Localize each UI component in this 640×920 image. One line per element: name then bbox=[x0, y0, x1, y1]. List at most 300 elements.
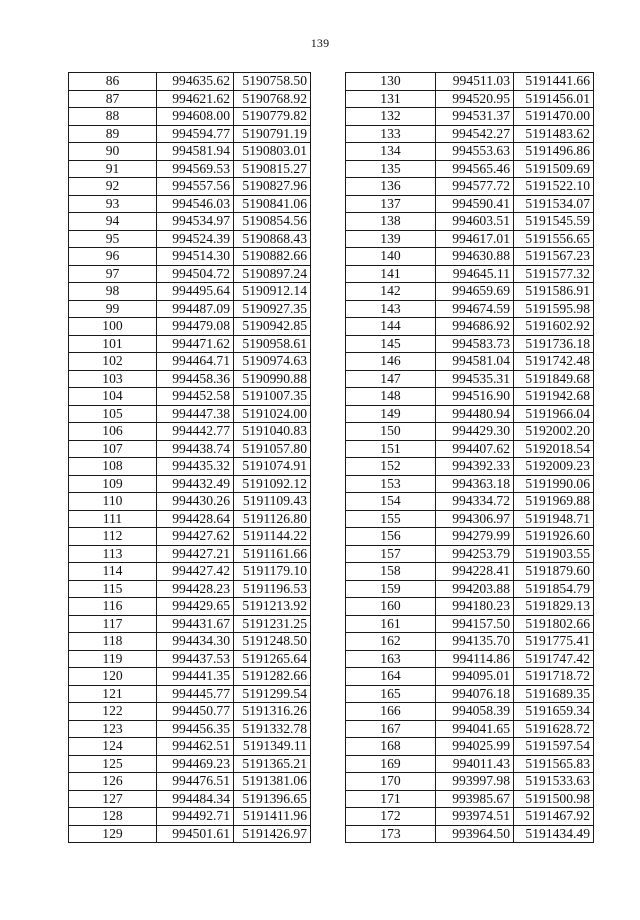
table-row bbox=[346, 545, 594, 563]
y-coordinate-cell: 5191196.53 bbox=[234, 580, 311, 598]
point-number-cell: 134 bbox=[346, 143, 436, 161]
point-number-cell: 144 bbox=[346, 318, 436, 336]
page-number: 139 bbox=[310, 36, 330, 50]
y-coordinate-cell: 5191990.06 bbox=[514, 475, 594, 493]
table-row bbox=[69, 108, 311, 126]
table-row bbox=[346, 493, 594, 511]
table-row bbox=[346, 580, 594, 598]
table-row bbox=[346, 318, 594, 336]
point-number-cell: 97 bbox=[69, 265, 157, 283]
x-coordinate-cell: 994645.11 bbox=[436, 265, 514, 283]
point-number-cell: 168 bbox=[346, 738, 436, 756]
x-coordinate-cell: 994041.65 bbox=[436, 720, 514, 738]
x-coordinate-cell: 994479.08 bbox=[157, 318, 234, 336]
y-coordinate-cell: 5191747.42 bbox=[514, 650, 594, 668]
table-row bbox=[69, 388, 311, 406]
x-coordinate-cell: 994674.59 bbox=[436, 300, 514, 318]
table-row bbox=[69, 528, 311, 546]
table-row bbox=[346, 703, 594, 721]
table-row bbox=[346, 738, 594, 756]
y-coordinate-cell: 5190758.50 bbox=[234, 73, 311, 91]
table-row bbox=[69, 598, 311, 616]
y-coordinate-cell: 5191966.04 bbox=[514, 405, 594, 423]
point-number-cell: 88 bbox=[69, 108, 157, 126]
point-number-cell: 107 bbox=[69, 440, 157, 458]
y-coordinate-cell: 5191144.22 bbox=[234, 528, 311, 546]
point-number-cell: 142 bbox=[346, 283, 436, 301]
table-row bbox=[69, 738, 311, 756]
y-coordinate-cell: 5191109.43 bbox=[234, 493, 311, 511]
point-number-cell: 131 bbox=[346, 90, 436, 108]
x-coordinate-cell: 994487.09 bbox=[157, 300, 234, 318]
table-row bbox=[69, 615, 311, 633]
y-coordinate-cell: 5190897.24 bbox=[234, 265, 311, 283]
y-coordinate-cell: 5191595.98 bbox=[514, 300, 594, 318]
x-coordinate-cell: 994135.70 bbox=[436, 633, 514, 651]
table-row bbox=[69, 458, 311, 476]
point-number-cell: 132 bbox=[346, 108, 436, 126]
table-row bbox=[346, 90, 594, 108]
x-coordinate-cell: 994437.53 bbox=[157, 650, 234, 668]
x-coordinate-cell: 994520.95 bbox=[436, 90, 514, 108]
table-row bbox=[346, 370, 594, 388]
table-row bbox=[69, 423, 311, 441]
y-coordinate-cell: 5191534.07 bbox=[514, 195, 594, 213]
table-row bbox=[346, 230, 594, 248]
point-number-cell: 111 bbox=[69, 510, 157, 528]
x-coordinate-cell: 993985.67 bbox=[436, 790, 514, 808]
y-coordinate-cell: 5191509.69 bbox=[514, 160, 594, 178]
x-coordinate-cell: 994542.27 bbox=[436, 125, 514, 143]
point-number-cell: 89 bbox=[69, 125, 157, 143]
y-coordinate-cell: 5191040.83 bbox=[234, 423, 311, 441]
y-coordinate-cell: 5191213.92 bbox=[234, 598, 311, 616]
x-coordinate-cell: 994157.50 bbox=[436, 615, 514, 633]
y-coordinate-cell: 5191282.66 bbox=[234, 668, 311, 686]
table-row bbox=[69, 825, 311, 843]
table-row bbox=[346, 790, 594, 808]
x-coordinate-cell: 994432.49 bbox=[157, 475, 234, 493]
table-row bbox=[69, 370, 311, 388]
x-coordinate-cell: 994025.99 bbox=[436, 738, 514, 756]
y-coordinate-cell: 5191179.10 bbox=[234, 563, 311, 581]
point-number-cell: 160 bbox=[346, 598, 436, 616]
table-row bbox=[69, 73, 311, 91]
y-coordinate-cell: 5191332.78 bbox=[234, 720, 311, 738]
point-number-cell: 158 bbox=[346, 563, 436, 581]
table-row bbox=[346, 405, 594, 423]
x-coordinate-cell: 994501.61 bbox=[157, 825, 234, 843]
x-coordinate-cell: 993964.50 bbox=[436, 825, 514, 843]
x-coordinate-cell: 994617.01 bbox=[436, 230, 514, 248]
y-coordinate-cell: 5191829.13 bbox=[514, 598, 594, 616]
table-row bbox=[69, 510, 311, 528]
point-number-cell: 172 bbox=[346, 808, 436, 826]
y-coordinate-cell: 5191299.54 bbox=[234, 685, 311, 703]
point-number-cell: 136 bbox=[346, 178, 436, 196]
x-coordinate-cell: 994431.67 bbox=[157, 615, 234, 633]
y-coordinate-cell: 5190791.19 bbox=[234, 125, 311, 143]
point-number-cell: 87 bbox=[69, 90, 157, 108]
x-coordinate-cell: 994583.73 bbox=[436, 335, 514, 353]
point-number-cell: 146 bbox=[346, 353, 436, 371]
point-number-cell: 130 bbox=[346, 73, 436, 91]
y-coordinate-cell: 5190854.56 bbox=[234, 213, 311, 231]
coordinates-table-right bbox=[345, 72, 594, 843]
table-row bbox=[69, 160, 311, 178]
y-coordinate-cell: 5191926.60 bbox=[514, 528, 594, 546]
x-coordinate-cell: 994484.34 bbox=[157, 790, 234, 808]
point-number-cell: 90 bbox=[69, 143, 157, 161]
table-row bbox=[69, 563, 311, 581]
point-number-cell: 141 bbox=[346, 265, 436, 283]
table-row bbox=[69, 353, 311, 371]
x-coordinate-cell: 994429.65 bbox=[157, 598, 234, 616]
table-row bbox=[346, 248, 594, 266]
point-number-cell: 157 bbox=[346, 545, 436, 563]
point-number-cell: 94 bbox=[69, 213, 157, 231]
y-coordinate-cell: 5191556.65 bbox=[514, 230, 594, 248]
x-coordinate-cell: 994076.18 bbox=[436, 685, 514, 703]
point-number-cell: 115 bbox=[69, 580, 157, 598]
point-number-cell: 125 bbox=[69, 755, 157, 773]
y-coordinate-cell: 5192009.23 bbox=[514, 458, 594, 476]
table-row bbox=[346, 773, 594, 791]
y-coordinate-cell: 5191586.91 bbox=[514, 283, 594, 301]
table-row bbox=[69, 685, 311, 703]
table-row bbox=[69, 440, 311, 458]
x-coordinate-cell: 994516.90 bbox=[436, 388, 514, 406]
table-row bbox=[69, 773, 311, 791]
x-coordinate-cell: 994058.39 bbox=[436, 703, 514, 721]
y-coordinate-cell: 5190779.82 bbox=[234, 108, 311, 126]
table-row bbox=[69, 493, 311, 511]
x-coordinate-cell: 994581.94 bbox=[157, 143, 234, 161]
y-coordinate-cell: 5191602.92 bbox=[514, 318, 594, 336]
x-coordinate-cell: 994514.30 bbox=[157, 248, 234, 266]
table-row bbox=[346, 125, 594, 143]
y-coordinate-cell: 5191500.98 bbox=[514, 790, 594, 808]
point-number-cell: 145 bbox=[346, 335, 436, 353]
table-row bbox=[346, 528, 594, 546]
y-coordinate-cell: 5190882.66 bbox=[234, 248, 311, 266]
y-coordinate-cell: 5191567.23 bbox=[514, 248, 594, 266]
y-coordinate-cell: 5191126.80 bbox=[234, 510, 311, 528]
y-coordinate-cell: 5191942.68 bbox=[514, 388, 594, 406]
point-number-cell: 139 bbox=[346, 230, 436, 248]
table-row bbox=[69, 720, 311, 738]
y-coordinate-cell: 5191248.50 bbox=[234, 633, 311, 651]
x-coordinate-cell: 994442.77 bbox=[157, 423, 234, 441]
y-coordinate-cell: 5191231.25 bbox=[234, 615, 311, 633]
point-number-cell: 140 bbox=[346, 248, 436, 266]
x-coordinate-cell: 994524.39 bbox=[157, 230, 234, 248]
y-coordinate-cell: 5191381.06 bbox=[234, 773, 311, 791]
x-coordinate-cell: 994441.35 bbox=[157, 668, 234, 686]
table-row bbox=[346, 650, 594, 668]
point-number-cell: 112 bbox=[69, 528, 157, 546]
x-coordinate-cell: 994114.86 bbox=[436, 650, 514, 668]
table-row bbox=[346, 720, 594, 738]
x-coordinate-cell: 994203.88 bbox=[436, 580, 514, 598]
table-row bbox=[69, 265, 311, 283]
y-coordinate-cell: 5191441.66 bbox=[514, 73, 594, 91]
point-number-cell: 106 bbox=[69, 423, 157, 441]
point-number-cell: 159 bbox=[346, 580, 436, 598]
x-coordinate-cell: 994492.71 bbox=[157, 808, 234, 826]
table-row bbox=[69, 178, 311, 196]
point-number-cell: 135 bbox=[346, 160, 436, 178]
point-number-cell: 105 bbox=[69, 405, 157, 423]
table-row bbox=[346, 73, 594, 91]
x-coordinate-cell: 994447.38 bbox=[157, 405, 234, 423]
point-number-cell: 128 bbox=[69, 808, 157, 826]
x-coordinate-cell: 994531.37 bbox=[436, 108, 514, 126]
table-row bbox=[69, 703, 311, 721]
y-coordinate-cell: 5191467.92 bbox=[514, 808, 594, 826]
table-row bbox=[346, 300, 594, 318]
y-coordinate-cell: 5192002.20 bbox=[514, 423, 594, 441]
y-coordinate-cell: 5191265.64 bbox=[234, 650, 311, 668]
point-number-cell: 120 bbox=[69, 668, 157, 686]
point-number-cell: 170 bbox=[346, 773, 436, 791]
table-row bbox=[346, 510, 594, 528]
table-row bbox=[69, 335, 311, 353]
table-row bbox=[69, 405, 311, 423]
x-coordinate-cell: 994253.79 bbox=[436, 545, 514, 563]
x-coordinate-cell: 994428.23 bbox=[157, 580, 234, 598]
table-row bbox=[346, 423, 594, 441]
y-coordinate-cell: 5191522.10 bbox=[514, 178, 594, 196]
x-coordinate-cell: 993974.51 bbox=[436, 808, 514, 826]
point-number-cell: 165 bbox=[346, 685, 436, 703]
x-coordinate-cell: 994180.23 bbox=[436, 598, 514, 616]
x-coordinate-cell: 994458.36 bbox=[157, 370, 234, 388]
x-coordinate-cell: 994546.03 bbox=[157, 195, 234, 213]
y-coordinate-cell: 5191854.79 bbox=[514, 580, 594, 598]
table-row bbox=[346, 440, 594, 458]
table-row bbox=[346, 825, 594, 843]
table-row bbox=[346, 668, 594, 686]
y-coordinate-cell: 5190868.43 bbox=[234, 230, 311, 248]
y-coordinate-cell: 5191365.21 bbox=[234, 755, 311, 773]
point-number-cell: 162 bbox=[346, 633, 436, 651]
table-row bbox=[346, 388, 594, 406]
point-number-cell: 155 bbox=[346, 510, 436, 528]
table-row bbox=[346, 195, 594, 213]
y-coordinate-cell: 5191496.86 bbox=[514, 143, 594, 161]
point-number-cell: 138 bbox=[346, 213, 436, 231]
y-coordinate-cell: 5190912.14 bbox=[234, 283, 311, 301]
point-number-cell: 169 bbox=[346, 755, 436, 773]
point-number-cell: 118 bbox=[69, 633, 157, 651]
table-row bbox=[69, 300, 311, 318]
y-coordinate-cell: 5191879.60 bbox=[514, 563, 594, 581]
point-number-cell: 91 bbox=[69, 160, 157, 178]
point-number-cell: 102 bbox=[69, 353, 157, 371]
table-row bbox=[69, 545, 311, 563]
x-coordinate-cell: 994504.72 bbox=[157, 265, 234, 283]
x-coordinate-cell: 994428.64 bbox=[157, 510, 234, 528]
y-coordinate-cell: 5191849.68 bbox=[514, 370, 594, 388]
point-number-cell: 161 bbox=[346, 615, 436, 633]
point-number-cell: 167 bbox=[346, 720, 436, 738]
x-coordinate-cell: 994577.72 bbox=[436, 178, 514, 196]
y-coordinate-cell: 5191969.88 bbox=[514, 493, 594, 511]
x-coordinate-cell: 994581.04 bbox=[436, 353, 514, 371]
x-coordinate-cell: 994462.51 bbox=[157, 738, 234, 756]
x-coordinate-cell: 994279.99 bbox=[436, 528, 514, 546]
y-coordinate-cell: 5191533.63 bbox=[514, 773, 594, 791]
x-coordinate-cell: 994438.74 bbox=[157, 440, 234, 458]
y-coordinate-cell: 5191736.18 bbox=[514, 335, 594, 353]
y-coordinate-cell: 5191470.00 bbox=[514, 108, 594, 126]
table-row bbox=[346, 160, 594, 178]
point-number-cell: 166 bbox=[346, 703, 436, 721]
point-number-cell: 93 bbox=[69, 195, 157, 213]
y-coordinate-cell: 5191316.26 bbox=[234, 703, 311, 721]
x-coordinate-cell: 994445.77 bbox=[157, 685, 234, 703]
point-number-cell: 98 bbox=[69, 283, 157, 301]
y-coordinate-cell: 5190803.01 bbox=[234, 143, 311, 161]
point-number-cell: 164 bbox=[346, 668, 436, 686]
table-row bbox=[69, 195, 311, 213]
table-row bbox=[69, 755, 311, 773]
x-coordinate-cell: 994553.63 bbox=[436, 143, 514, 161]
x-coordinate-cell: 994430.26 bbox=[157, 493, 234, 511]
x-coordinate-cell: 994608.00 bbox=[157, 108, 234, 126]
table-row bbox=[346, 808, 594, 826]
x-coordinate-cell: 993997.98 bbox=[436, 773, 514, 791]
y-coordinate-cell: 5191718.72 bbox=[514, 668, 594, 686]
x-coordinate-cell: 994427.42 bbox=[157, 563, 234, 581]
y-coordinate-cell: 5192018.54 bbox=[514, 440, 594, 458]
point-number-cell: 149 bbox=[346, 405, 436, 423]
y-coordinate-cell: 5190815.27 bbox=[234, 160, 311, 178]
table-row bbox=[346, 755, 594, 773]
y-coordinate-cell: 5190927.35 bbox=[234, 300, 311, 318]
x-coordinate-cell: 994407.62 bbox=[436, 440, 514, 458]
point-number-cell: 126 bbox=[69, 773, 157, 791]
x-coordinate-cell: 994621.62 bbox=[157, 90, 234, 108]
point-number-cell: 108 bbox=[69, 458, 157, 476]
x-coordinate-cell: 994427.62 bbox=[157, 528, 234, 546]
point-number-cell: 110 bbox=[69, 493, 157, 511]
y-coordinate-cell: 5191565.83 bbox=[514, 755, 594, 773]
y-coordinate-cell: 5191396.65 bbox=[234, 790, 311, 808]
y-coordinate-cell: 5191545.59 bbox=[514, 213, 594, 231]
x-coordinate-cell: 994471.62 bbox=[157, 335, 234, 353]
point-number-cell: 109 bbox=[69, 475, 157, 493]
table-row bbox=[346, 685, 594, 703]
point-number-cell: 127 bbox=[69, 790, 157, 808]
point-number-cell: 86 bbox=[69, 73, 157, 91]
table-row bbox=[346, 633, 594, 651]
y-coordinate-cell: 5191426.97 bbox=[234, 825, 311, 843]
x-coordinate-cell: 994565.46 bbox=[436, 160, 514, 178]
table-row bbox=[346, 283, 594, 301]
point-number-cell: 95 bbox=[69, 230, 157, 248]
y-coordinate-cell: 5191597.54 bbox=[514, 738, 594, 756]
x-coordinate-cell: 994590.41 bbox=[436, 195, 514, 213]
point-number-cell: 121 bbox=[69, 685, 157, 703]
table-row bbox=[69, 475, 311, 493]
table-row bbox=[69, 668, 311, 686]
x-coordinate-cell: 994659.69 bbox=[436, 283, 514, 301]
y-coordinate-cell: 5190827.96 bbox=[234, 178, 311, 196]
y-coordinate-cell: 5191948.71 bbox=[514, 510, 594, 528]
x-coordinate-cell: 994427.21 bbox=[157, 545, 234, 563]
table-row bbox=[346, 143, 594, 161]
y-coordinate-cell: 5190990.88 bbox=[234, 370, 311, 388]
x-coordinate-cell: 994434.30 bbox=[157, 633, 234, 651]
table-row bbox=[346, 108, 594, 126]
x-coordinate-cell: 994469.23 bbox=[157, 755, 234, 773]
point-number-cell: 156 bbox=[346, 528, 436, 546]
point-number-cell: 122 bbox=[69, 703, 157, 721]
coordinates-table-left bbox=[68, 72, 311, 843]
y-coordinate-cell: 5191074.91 bbox=[234, 458, 311, 476]
y-coordinate-cell: 5190974.63 bbox=[234, 353, 311, 371]
y-coordinate-cell: 5190841.06 bbox=[234, 195, 311, 213]
x-coordinate-cell: 994450.77 bbox=[157, 703, 234, 721]
x-coordinate-cell: 994480.94 bbox=[436, 405, 514, 423]
x-coordinate-cell: 994603.51 bbox=[436, 213, 514, 231]
x-coordinate-cell: 994095.01 bbox=[436, 668, 514, 686]
y-coordinate-cell: 5191007.35 bbox=[234, 388, 311, 406]
x-coordinate-cell: 994569.53 bbox=[157, 160, 234, 178]
y-coordinate-cell: 5190958.61 bbox=[234, 335, 311, 353]
table-row bbox=[346, 353, 594, 371]
table-row bbox=[69, 283, 311, 301]
table-row bbox=[69, 580, 311, 598]
point-number-cell: 154 bbox=[346, 493, 436, 511]
x-coordinate-cell: 994392.33 bbox=[436, 458, 514, 476]
point-number-cell: 123 bbox=[69, 720, 157, 738]
table-row bbox=[346, 563, 594, 581]
y-coordinate-cell: 5191434.49 bbox=[514, 825, 594, 843]
point-number-cell: 117 bbox=[69, 615, 157, 633]
table-row bbox=[346, 598, 594, 616]
x-coordinate-cell: 994557.56 bbox=[157, 178, 234, 196]
table-row bbox=[69, 650, 311, 668]
point-number-cell: 92 bbox=[69, 178, 157, 196]
y-coordinate-cell: 5191411.96 bbox=[234, 808, 311, 826]
x-coordinate-cell: 994334.72 bbox=[436, 493, 514, 511]
point-number-cell: 100 bbox=[69, 318, 157, 336]
point-number-cell: 171 bbox=[346, 790, 436, 808]
y-coordinate-cell: 5191628.72 bbox=[514, 720, 594, 738]
y-coordinate-cell: 5191161.66 bbox=[234, 545, 311, 563]
x-coordinate-cell: 994456.35 bbox=[157, 720, 234, 738]
point-number-cell: 119 bbox=[69, 650, 157, 668]
x-coordinate-cell: 994635.62 bbox=[157, 73, 234, 91]
point-number-cell: 143 bbox=[346, 300, 436, 318]
point-number-cell: 113 bbox=[69, 545, 157, 563]
y-coordinate-cell: 5191092.12 bbox=[234, 475, 311, 493]
x-coordinate-cell: 994594.77 bbox=[157, 125, 234, 143]
x-coordinate-cell: 994495.64 bbox=[157, 283, 234, 301]
table-row bbox=[346, 615, 594, 633]
table-row bbox=[69, 808, 311, 826]
table-row bbox=[346, 265, 594, 283]
x-coordinate-cell: 994630.88 bbox=[436, 248, 514, 266]
table-row bbox=[69, 125, 311, 143]
x-coordinate-cell: 994535.31 bbox=[436, 370, 514, 388]
table-row bbox=[69, 90, 311, 108]
y-coordinate-cell: 5191483.62 bbox=[514, 125, 594, 143]
y-coordinate-cell: 5191802.66 bbox=[514, 615, 594, 633]
